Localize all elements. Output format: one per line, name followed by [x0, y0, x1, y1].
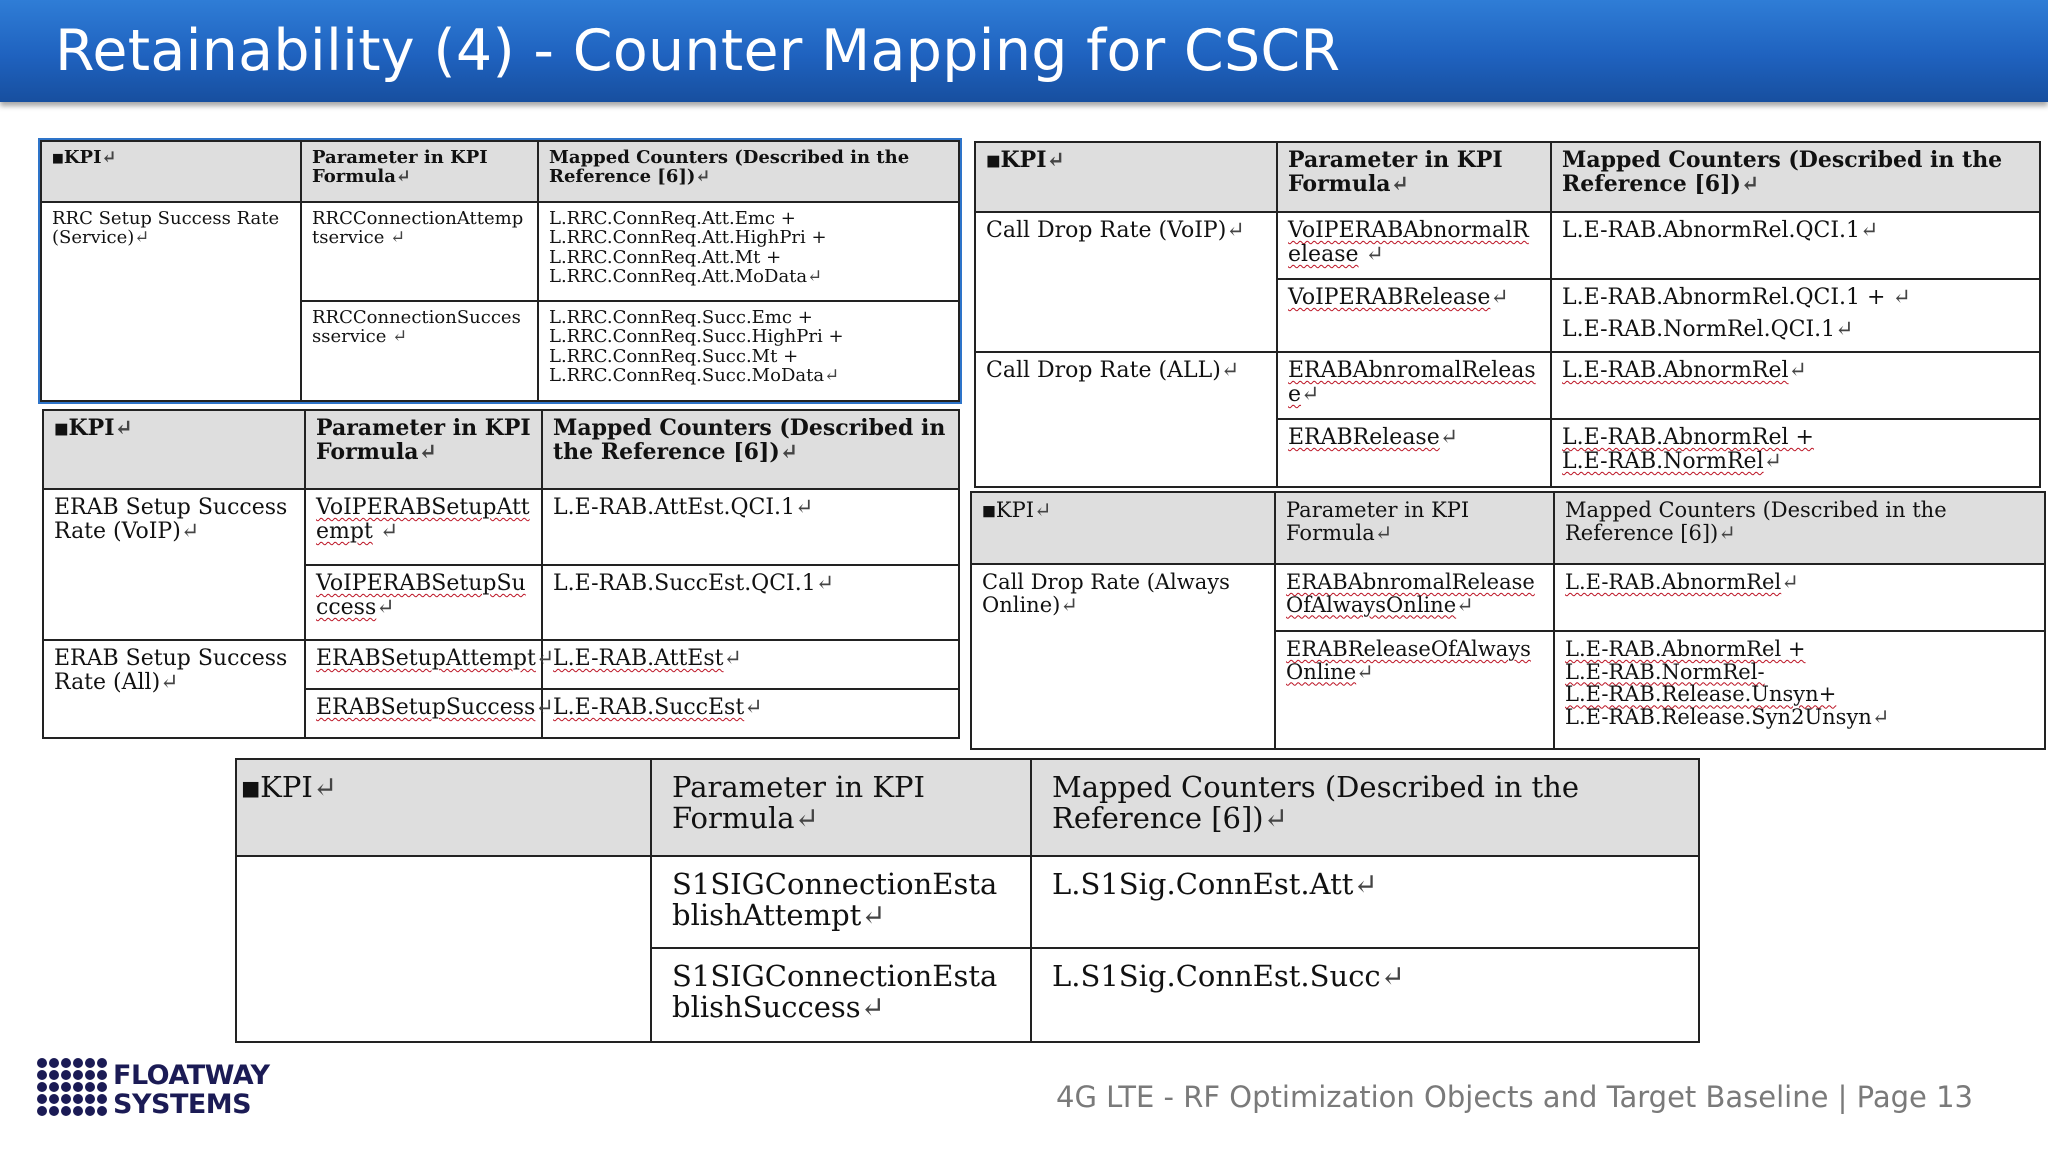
kpi-cell	[236, 856, 651, 1042]
param-cell: RRCConnectionAttemptservice ↵	[301, 202, 538, 301]
param-header: Parameter in KPI Formula↵	[301, 141, 538, 202]
mapped-header: Mapped Counters (Described in the Reference [6])↵	[1554, 492, 2045, 564]
mapped-header: Mapped Counters (Described in the Reference [6])↵	[1031, 759, 1699, 856]
call-drop-table[interactable]	[974, 141, 2041, 488]
kpi-header: ■KPI↵	[236, 759, 651, 856]
counter-cell: L.E-RAB.SuccEst↵	[542, 689, 959, 738]
kpi-cell: Call Drop Rate (ALL)↵	[975, 352, 1277, 487]
kpi-header: ■KPI↵	[975, 142, 1277, 212]
param-cell: VoIPERABSetupAttempt ↵	[305, 489, 542, 565]
counter-cell: L.E-RAB.SuccEst.QCI.1↵	[542, 565, 959, 640]
counter-cell: L.E-RAB.AbnormRel.QCI.1 + ↵ L.E-RAB.NormRel.QCI.1↵	[1551, 279, 2040, 352]
param-cell: ERABReleaseOfAlwaysOnline↵	[1275, 631, 1554, 749]
counter-cell: L.E-RAB.AbnormRel + L.E-RAB.NormRel↵	[1551, 419, 2040, 487]
kpi-header: ■KPI↵	[43, 410, 305, 489]
param-cell: ERABSetupSuccess↵	[305, 689, 542, 738]
kpi-cell: Call Drop Rate (Always Online)↵	[971, 564, 1275, 749]
kpi-cell: Call Drop Rate (VoIP)↵	[975, 212, 1277, 352]
param-cell: ERABAbnromalRelease↵	[1277, 352, 1551, 419]
counter-cell: L.E-RAB.AbnormRel↵	[1554, 564, 2045, 631]
s1-signaling-table[interactable]	[235, 758, 1700, 1043]
counter-cell: L.E-RAB.AttEst↵	[542, 640, 959, 689]
param-cell: S1SIGConnectionEstablishAttempt↵	[651, 856, 1031, 948]
param-cell: RRCConnectionSuccessservice ↵	[301, 301, 538, 401]
title-bar	[0, 0, 2048, 102]
mapped-header: Mapped Counters (Described in the Reference [6])↵	[538, 141, 959, 202]
param-cell: ERABAbnromalReleaseOfAlwaysOnline↵	[1275, 564, 1554, 631]
slide-title: Retainability (4) - Counter Mapping for CSCR	[55, 18, 1341, 84]
counter-cell: L.S1Sig.ConnEst.Succ↵	[1031, 948, 1699, 1042]
param-header: Parameter in KPI Formula↵	[1277, 142, 1551, 212]
mapped-header: Mapped Counters (Described in the Reference [6])↵	[542, 410, 959, 489]
counter-cell: L.S1Sig.ConnEst.Att↵	[1031, 856, 1699, 948]
rrc-setup-table[interactable]	[40, 140, 960, 402]
mapped-header: Mapped Counters (Described in the Reference [6])↵	[1551, 142, 2040, 212]
counter-cell: L.RRC.ConnReq.Succ.Emc + L.RRC.ConnReq.Succ.HighPri + L.RRC.ConnReq.Succ.Mt + L.RRC.ConnReq.Succ.MoData↵	[538, 301, 959, 401]
counter-cell: L.RRC.ConnReq.Att.Emc + L.RRC.ConnReq.Att.HighPri + L.RRC.ConnReq.Att.Mt + L.RRC.ConnReq.Att.MoData↵	[538, 202, 959, 301]
param-cell: ERABSetupAttempt↵	[305, 640, 542, 689]
param-cell: VoIPERABRelease↵	[1277, 279, 1551, 352]
param-cell: VoIPERABAbnormalRelease ↵	[1277, 212, 1551, 279]
counter-cell: L.E-RAB.AttEst.QCI.1↵	[542, 489, 959, 565]
kpi-cell: RRC Setup Success Rate (Service)↵	[41, 202, 301, 401]
erab-setup-table[interactable]	[42, 409, 960, 739]
param-cell: VoIPERABSetupSuccess↵	[305, 565, 542, 640]
param-header: Parameter in KPI Formula↵	[651, 759, 1031, 856]
call-drop-always-online-table[interactable]	[970, 491, 2046, 750]
kpi-cell: ERAB Setup Success Rate (VoIP)↵	[43, 489, 305, 640]
counter-cell: L.E-RAB.AbnormRel↵	[1551, 352, 2040, 419]
param-cell: S1SIGConnectionEstablishSuccess↵	[651, 948, 1031, 1042]
kpi-header: ■KPI↵	[41, 141, 301, 202]
param-header: Parameter in KPI Formula↵	[305, 410, 542, 489]
param-cell: ERABRelease↵	[1277, 419, 1551, 487]
logo-wordmark: FLOATWAY SYSTEMS	[113, 1060, 270, 1120]
counter-cell: L.E-RAB.AbnormRel.QCI.1↵	[1551, 212, 2040, 279]
kpi-cell: ERAB Setup Success Rate (All)↵	[43, 640, 305, 738]
kpi-header: ■KPI↵	[971, 492, 1275, 564]
footer-text: 4G LTE - RF Optimization Objects and Target Baseline | Page 13	[1056, 1080, 1973, 1114]
counter-cell: L.E-RAB.AbnormRel + L.E-RAB.NormRel- L.E-RAB.Release.Unsyn+ L.E-RAB.Release.Syn2Unsyn↵	[1554, 631, 2045, 749]
param-header: Parameter in KPI Formula↵	[1275, 492, 1554, 564]
